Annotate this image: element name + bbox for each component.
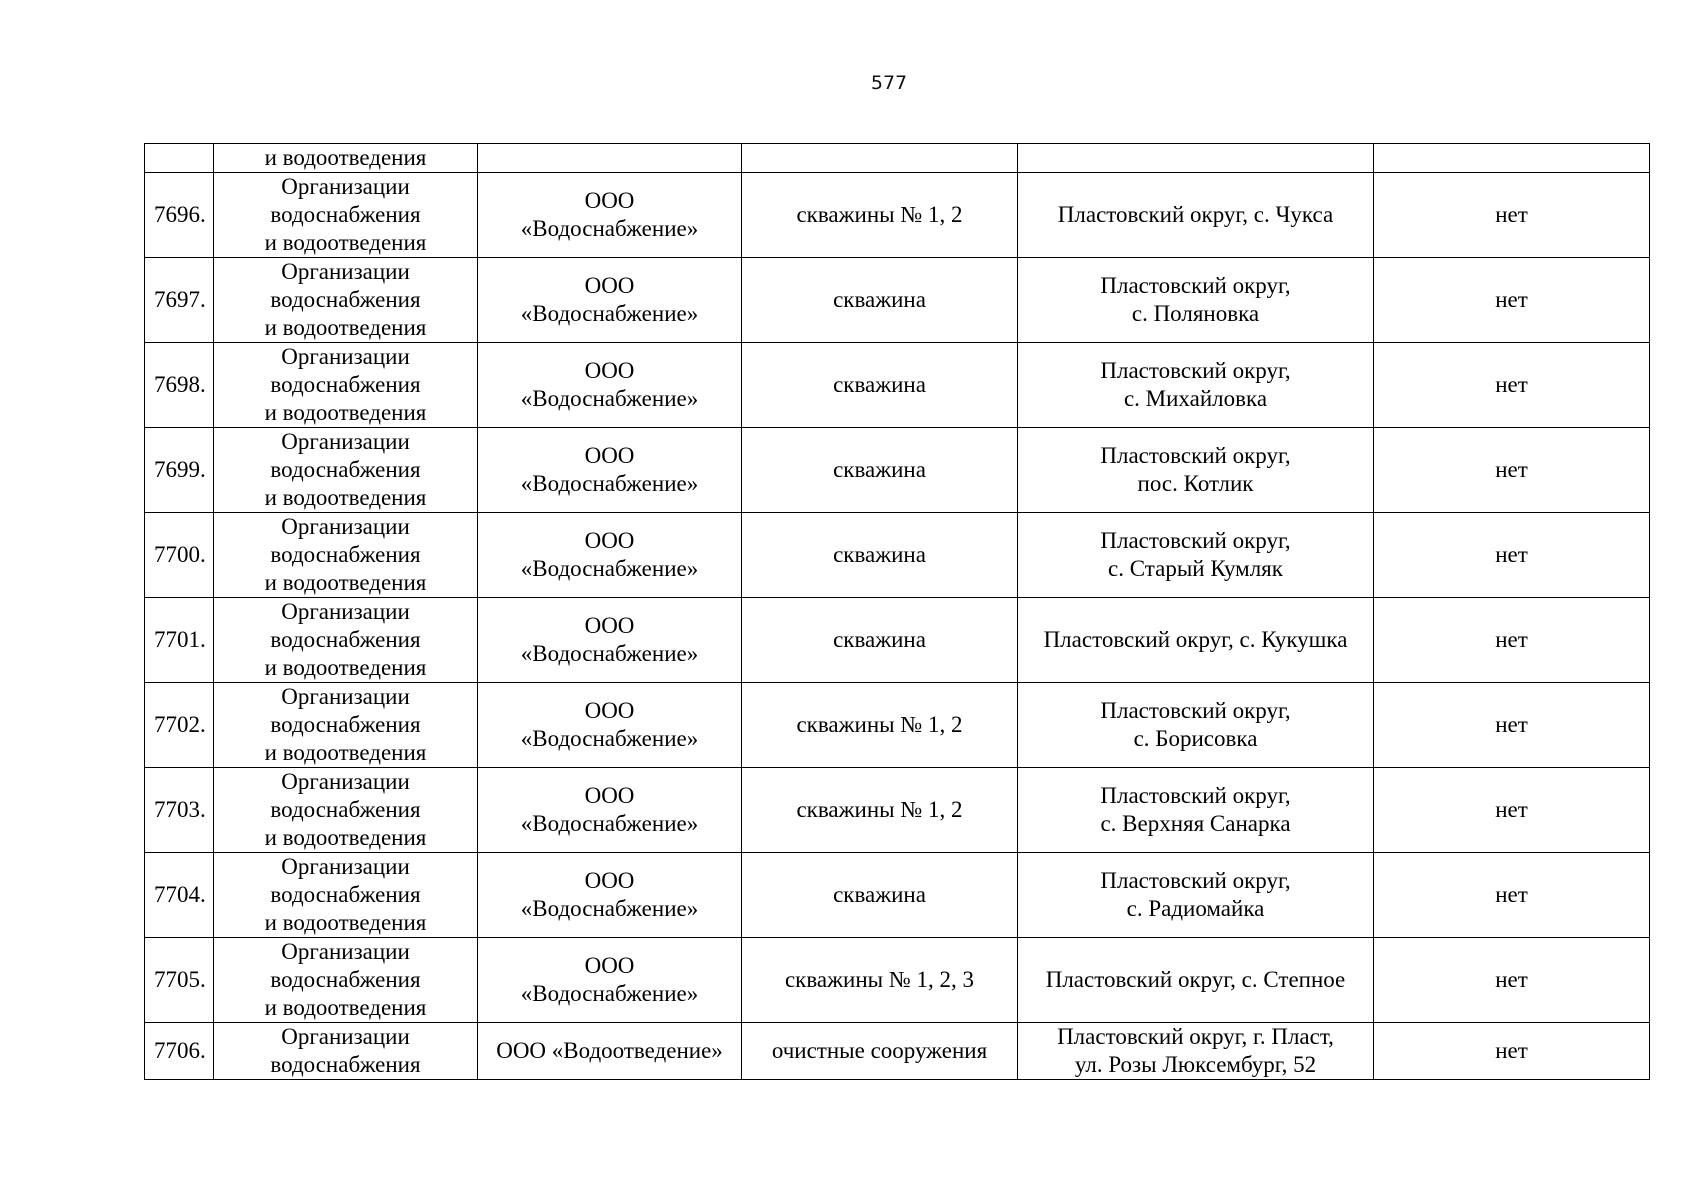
category-line: водоснабжения: [270, 712, 421, 737]
org-line: ООО: [584, 698, 635, 723]
category-line: и водоотведения: [264, 400, 427, 425]
cell-num: 7700.: [145, 513, 214, 598]
cell-location: [1018, 343, 1374, 428]
cell-num: 7705.: [145, 938, 214, 1023]
cell-object: [742, 683, 1018, 768]
org-line: «Водоснабжение»: [520, 981, 699, 1006]
location-line: с. Верхняя Санарка: [1100, 811, 1291, 836]
cell-category: [214, 853, 478, 938]
org-line: «Водоснабжение»: [520, 896, 699, 921]
table-row: [145, 343, 1650, 428]
cell-num: 7706.: [145, 1023, 214, 1080]
table-row: [145, 598, 1650, 683]
org-line: ООО: [584, 443, 635, 468]
cell-org: [478, 258, 742, 343]
cell-org: [478, 1023, 742, 1080]
cell-location: [1018, 1023, 1374, 1080]
location-line: Пластовский округ, с. Чукса: [1057, 202, 1334, 227]
org-line: ООО: [584, 953, 635, 978]
cell-object: [742, 513, 1018, 598]
table-row: [145, 768, 1650, 853]
category-line: и водоотведения: [264, 825, 427, 850]
org-line: «Водоснабжение»: [520, 556, 699, 581]
object-line: очистные сооружения: [771, 1038, 988, 1063]
org-line: ООО: [584, 188, 635, 213]
cell-location: [1018, 428, 1374, 513]
cell-org: [478, 343, 742, 428]
cell-flag: нет: [1374, 853, 1650, 938]
cell-location: [1018, 853, 1374, 938]
object-line: скважина: [833, 542, 926, 567]
category-line: Организации: [281, 769, 410, 794]
org-line: ООО: [584, 783, 635, 808]
cell-flag: нет: [1374, 938, 1650, 1023]
cell-location: [1018, 938, 1374, 1023]
org-line: «Водоснабжение»: [520, 471, 699, 496]
table-row: [145, 513, 1650, 598]
category-line: и водоотведения: [264, 485, 427, 510]
category-line: водоснабжения: [270, 882, 421, 907]
location-line: Пластовский округ, с. Степное: [1045, 967, 1346, 992]
object-line: скважина: [833, 372, 926, 397]
cell-flag: нет: [1374, 343, 1650, 428]
category-line: Организации: [281, 1024, 410, 1049]
cell-object: [742, 173, 1018, 258]
category-line: водоснабжения: [270, 627, 421, 652]
cell-num: 7698.: [145, 343, 214, 428]
org-line: «Водоснабжение»: [520, 301, 699, 326]
cell-location: [1018, 768, 1374, 853]
table-row: [145, 683, 1650, 768]
cell-category: [214, 343, 478, 428]
table-row: [145, 853, 1650, 938]
cell-flag: нет: [1374, 768, 1650, 853]
cell-num: 7704.: [145, 853, 214, 938]
cell-category: [214, 513, 478, 598]
page-number: 577: [870, 72, 908, 94]
category-line: и водоотведения: [264, 655, 427, 680]
table-row: [145, 1023, 1650, 1080]
object-line: скважины № 1, 2: [796, 712, 963, 737]
cell-category: [214, 683, 478, 768]
cell-object: [742, 258, 1018, 343]
location-line: с. Старый Кумляк: [1108, 556, 1283, 581]
org-line: ООО: [584, 613, 635, 638]
category-line: Организации: [281, 429, 410, 454]
cell-object: [742, 598, 1018, 683]
category-line: Организации: [281, 684, 410, 709]
org-line: «Водоснабжение»: [520, 386, 699, 411]
cell-org: [478, 428, 742, 513]
object-line: скважина: [833, 882, 926, 907]
location-line: с. Поляновка: [1131, 301, 1260, 326]
location-line: Пластовский округ, г. Пласт,: [1057, 1024, 1334, 1049]
org-line: ООО «Водоотведение»: [496, 1038, 723, 1063]
location-line: с. Михайловка: [1123, 386, 1268, 411]
category-line: Организации: [281, 514, 410, 539]
object-line: скважины № 1, 2: [796, 797, 963, 822]
cell-location: [1018, 173, 1374, 258]
category-line: и водоотведения: [264, 910, 427, 935]
cell-category: [214, 598, 478, 683]
cell-location: [1018, 598, 1374, 683]
org-line: «Водоснабжение»: [520, 216, 699, 241]
location-line: Пластовский округ,: [1100, 273, 1291, 298]
category-line: и водоотведения: [264, 315, 427, 340]
cell-org: [478, 173, 742, 258]
category-line: водоснабжения: [270, 1052, 421, 1077]
cell-num: 7696.: [145, 173, 214, 258]
location-line: Пластовский округ,: [1100, 528, 1291, 553]
register-table: [144, 143, 1650, 1080]
category-line: водоснабжения: [270, 202, 421, 227]
category-line: Организации: [281, 854, 410, 879]
location-line: Пластовский округ,: [1100, 443, 1291, 468]
object-line: скважины № 1, 2, 3: [784, 967, 975, 992]
category-line: Организации: [281, 599, 410, 624]
cell-num: [145, 144, 214, 173]
cell-org: [478, 768, 742, 853]
cell-category: [214, 258, 478, 343]
org-line: ООО: [584, 868, 635, 893]
org-line: «Водоснабжение»: [520, 641, 699, 666]
category-line: и водоотведения: [264, 230, 427, 255]
cell-org: [478, 144, 742, 173]
table-row: [145, 258, 1650, 343]
org-line: ООО: [584, 358, 635, 383]
location-line: с. Борисовка: [1133, 726, 1258, 751]
cell-object: [742, 768, 1018, 853]
org-line: ООО: [584, 273, 635, 298]
cell-num: 7703.: [145, 768, 214, 853]
table-body: [145, 144, 1650, 1080]
cell-flag: нет: [1374, 513, 1650, 598]
cell-object: [742, 144, 1018, 173]
object-line: скважина: [833, 457, 926, 482]
cell-num: 7701.: [145, 598, 214, 683]
cell-flag: нет: [1374, 173, 1650, 258]
cell-location: [1018, 683, 1374, 768]
category-line: водоснабжения: [270, 542, 421, 567]
category-line: и водоотведения: [264, 995, 427, 1020]
cell-flag: нет: [1374, 428, 1650, 513]
category-line: водоснабжения: [270, 797, 421, 822]
org-line: «Водоснабжение»: [520, 811, 699, 836]
table-row: [145, 938, 1650, 1023]
cell-category: [214, 768, 478, 853]
category-line: и водоотведения: [264, 740, 427, 765]
category-line: Организации: [281, 344, 410, 369]
cell-object: [742, 938, 1018, 1023]
category-line: Организации: [281, 939, 410, 964]
cell-object: [742, 343, 1018, 428]
location-line: ул. Розы Люксембург, 52: [1074, 1052, 1317, 1077]
location-line: Пластовский округ, с. Кукушка: [1043, 627, 1348, 652]
table-row-continuation: [145, 144, 1650, 173]
object-line: скважина: [833, 627, 926, 652]
cell-org: [478, 683, 742, 768]
cell-location: [1018, 258, 1374, 343]
cell-num: 7702.: [145, 683, 214, 768]
category-line: и водоотведения: [264, 570, 427, 595]
org-line: «Водоснабжение»: [520, 726, 699, 751]
category-line: Организации: [281, 174, 410, 199]
cell-org: [478, 938, 742, 1023]
table-row: [145, 173, 1650, 258]
cell-flag: нет: [1374, 598, 1650, 683]
cell-org: [478, 853, 742, 938]
cell-num: 7697.: [145, 258, 214, 343]
cell-num: 7699.: [145, 428, 214, 513]
location-line: Пластовский округ,: [1100, 358, 1291, 383]
cell-flag: [1374, 144, 1650, 173]
cell-category: и водоотведения: [214, 144, 478, 173]
cell-category: [214, 428, 478, 513]
category-line: водоснабжения: [270, 457, 421, 482]
cell-object: [742, 853, 1018, 938]
cell-category: [214, 173, 478, 258]
category-line: водоснабжения: [270, 287, 421, 312]
cell-object: [742, 428, 1018, 513]
cell-flag: нет: [1374, 1023, 1650, 1080]
org-line: ООО: [584, 528, 635, 553]
cell-object: [742, 1023, 1018, 1080]
location-line: Пластовский округ,: [1100, 783, 1291, 808]
category-line: водоснабжения: [270, 967, 421, 992]
category-line: водоснабжения: [270, 372, 421, 397]
cell-flag: нет: [1374, 258, 1650, 343]
cell-location: [1018, 144, 1374, 173]
cell-org: [478, 598, 742, 683]
object-line: скважины № 1, 2: [796, 202, 963, 227]
object-line: скважина: [833, 287, 926, 312]
cell-flag: нет: [1374, 683, 1650, 768]
location-line: Пластовский округ,: [1100, 868, 1291, 893]
table-row: [145, 428, 1650, 513]
cell-category: [214, 938, 478, 1023]
location-line: пос. Котлик: [1137, 471, 1254, 496]
cell-location: [1018, 513, 1374, 598]
cell-org: [478, 513, 742, 598]
location-line: с. Радиомайка: [1126, 896, 1265, 921]
category-line: Организации: [281, 259, 410, 284]
location-line: Пластовский округ,: [1100, 698, 1291, 723]
cell-category: [214, 1023, 478, 1080]
